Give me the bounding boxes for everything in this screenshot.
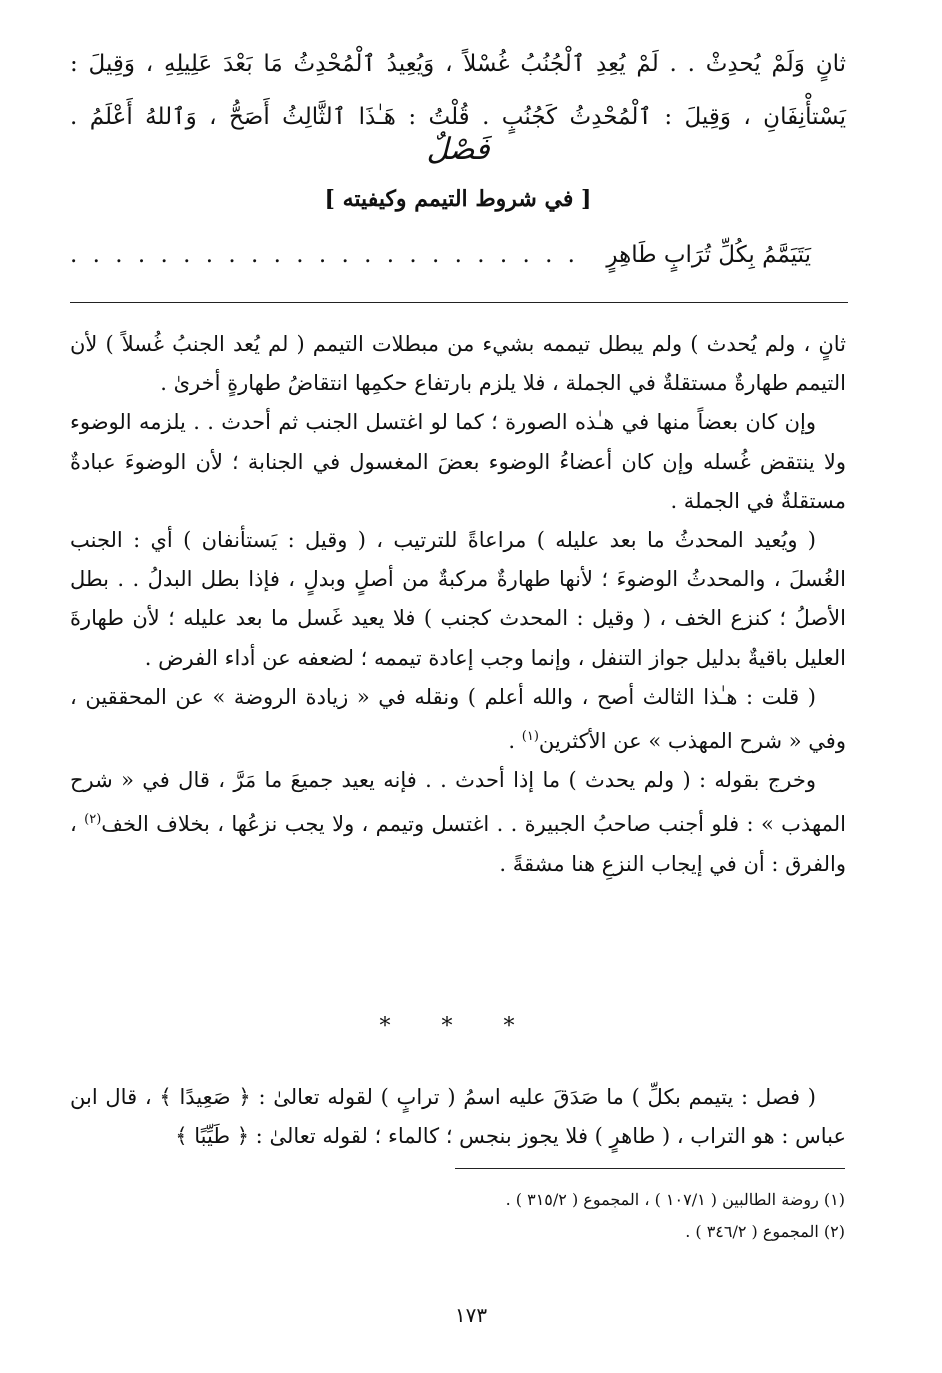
footnote-ref-1: (١) bbox=[521, 729, 539, 745]
footnote-1: (١) روضة الطالبين ( ١٠٧/١ ) ، المجموع ( ٣١٥/٢ ) . bbox=[505, 1190, 845, 1209]
footnote-ref-2: (٢) bbox=[84, 812, 102, 828]
page-number: ١٧٣ bbox=[454, 1303, 488, 1327]
paragraph-1: ثانٍ ، ولم يُحدث ) ولم يبطل تيممه بشيء من مبطلات التيمم ( لم يُعد الجنبُ غُسلاً ) لأن التيمم طهارةٌ مستقلةٌ في الجملة ، فلا يلزم بارتفاع حكمِها انتقاضُ طهارةٍ أخرىٰ . bbox=[70, 332, 846, 396]
paragraph-5 bbox=[70, 761, 846, 884]
chapter-title: [ في شروط التيمم وكيفيته ] bbox=[324, 186, 592, 212]
paragraph-2: وإن كان بعضاً منها في هـٰذه الصورة ؛ كما لو اغتسل الجنب ثم أحدث . . يلزمه الوضوء ولا ينتقض غُسله وإن كان أعضاءُ الوضوء بعضَ المغسول في الجنابة ؛ لأن الوضوءَ عبادةٌ مستقلةٌ في الجملة . bbox=[70, 410, 846, 513]
footnote-divider bbox=[455, 1168, 845, 1169]
paragraph-6: ( فصل : يتيمم بكلِّ ) ما صَدَقَ عليه اسمُ ( ترابٍ ) لقوله تعالىٰ : ﴿ صَعِيدًا ﴾ ، قال ابن عباس : هو التراب ، ( طاهرٍ ) فلا يجوز بنجس ؛ كالماء ؛ لقوله تعالىٰ : ﴿ طَيِّبًا ﴾ bbox=[70, 1085, 846, 1149]
fasl-decoration: فَصْلٌ bbox=[426, 132, 490, 167]
verse-dots: . . . . . . . . . . . . . . . . . . . . . . . bbox=[70, 242, 579, 268]
paragraph-4-text: ( قلت : هـٰذا الثالث أصح ، والله أعلم ) ونقله في « زيادة الروضة » عن المحققين ، وفي « شرح المهذب » عن الأكثرين bbox=[70, 684, 846, 754]
commentary-body-2 bbox=[70, 1057, 846, 1177]
paragraph-4 bbox=[70, 678, 846, 761]
paragraph-4-end: . bbox=[508, 729, 522, 754]
section-separator: * * * bbox=[379, 1014, 537, 1039]
matn-line-2: يَسْتأْنِفَانِ ، وَقِيلَ : ٱلْمُحْدِثُ كَجُنُبٍ . قُلْتُ : هَـٰذَا ٱلثَّالِثُ أَصَحُّ ، وَٱللهُ أَعْلَمُ . bbox=[70, 104, 846, 130]
verse-text: يَتَيَمَّمُ بِكُلِّ تُرَابٍ طَاهِرٍ bbox=[606, 242, 811, 268]
footnote-2: (٢) المجموع ( ٣٤٦/٢ ) . bbox=[685, 1222, 845, 1241]
paragraph-5-end: ، والفرق : أن في إيجاب النزعِ هنا مشقةً . bbox=[70, 812, 846, 876]
matn-divider bbox=[70, 302, 848, 303]
paragraph-3: ( ويُعيد المحدثُ ما بعد عليله ) مراعاةً للترتيب ، ( وقيل : يَستأنفان ) أي : الجنب الغُسلَ ، والمحدثُ الوضوءَ ؛ لأنها طهارةٌ مركبةٌ من أصلٍ وبدلٍ ، فإذا بطل البدلُ . . بطل الأصلُ ؛ كنزع الخف ، ( وقيل : المحدث كجنب ) فلا يعيد غَسل ما بعد عليله ؛ لأن طهارةَ العليل باقيةٌ بدليل جواز التنفل ، وإنما وجب إعادة تيممه ؛ لضعفه عن أداء الفرض . bbox=[70, 528, 846, 670]
paragraph-5-text: وخرج بقوله : ( ولم يحدث ) ما إذا أحدث . . فإنه يعيد جميعَ ما مَرَّ ، قال في « شرح المهذب » : فلو أجنب صاحبُ الجبيرة . . اغتسل وتيمم ، ولا يجب نزعُها ، بخلاف الخف bbox=[70, 768, 847, 837]
matn-line-1: ثانٍ وَلَمْ يُحدِثْ . . لَمْ يُعِدِ ٱلْجُنُبُ غُسْلاً ، وَيُعِيدُ ٱلْمُحْدِثُ مَا بَعْدَ عَلِيلِهِ ، وَقِيلَ : bbox=[70, 51, 846, 77]
commentary-body bbox=[70, 325, 846, 884]
